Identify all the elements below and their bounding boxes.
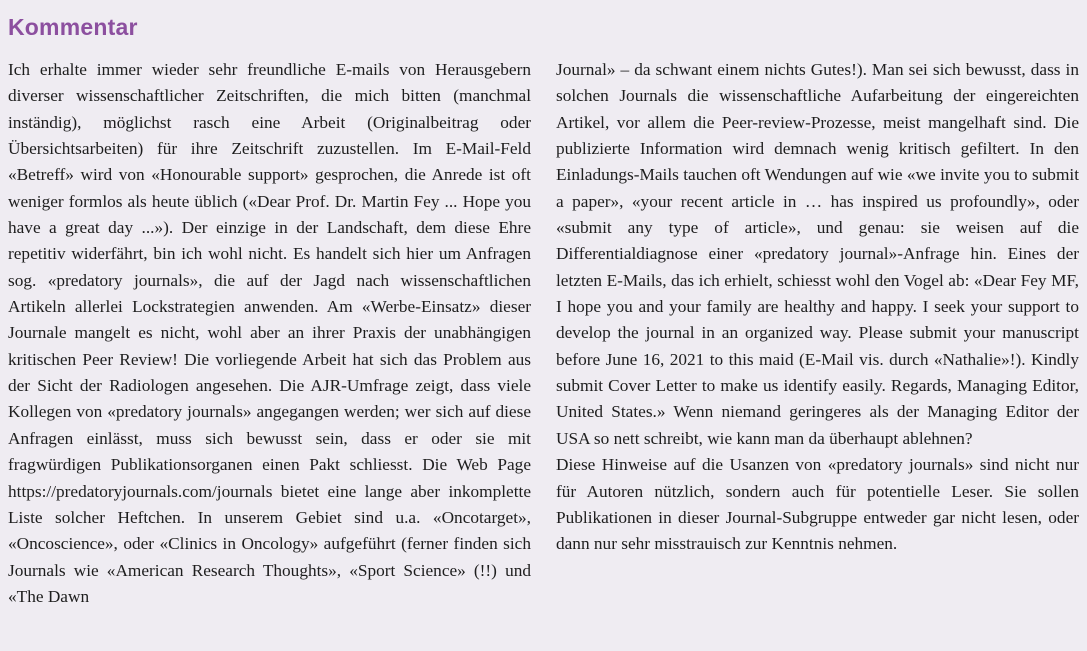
article-body: [8, 57, 1079, 610]
paragraph: Diese Hinweise auf die Usanzen von «predatory journals» sind nicht nur für Autoren nützlich, sondern auch für potentielle Leser. Sie sollen Publikationen in dieser Journal-Subgruppe entweder gar nicht lesen, oder dann nur sehr misstrauisch zur Kenntnis nehmen.: [556, 455, 1079, 554]
paragraph: Ich erhalte immer wieder sehr freundliche E-mails von Herausgebern diverser wissenschaftlicher Zeitschriften, die mich bitten (manchmal inständig), möglichst rasch eine Arbeit (Originalbeitrag oder Übersichtsarbeiten) für ihre Zeitschrift zuzustellen. Im E-Mail-Feld «Betreff» wird von «Honourable support» gesprochen, die Anrede ist oft weniger formlos als heute üblich («Dear Prof. Dr. Martin Fey ... Hope you have a great day ...»). Der einzige in der Landschaft, dem diese Ehre repetitiv widerfährt, bin ich wohl nicht. Es handelt sich hier um Anfragen sog. «predatory journals», die auf der Jagd nach wissenschaftlichen Artikeln allerlei Lockstrategien anwenden. Am «Werbe-Einsatz» dieser Journale mangelt es nicht, wohl aber an ihrer Praxis der unabhängigen kritischen Peer Review! Die vorliegende Arbeit hat sich das Problem aus der Sicht der Radiologen angesehen. Die AJR-Umfrage zeigt, dass viele Kollegen von «predatory journals» angegangen werden; wer sich auf diese Anfragen einlässt, muss sich bewusst sein, dass er oder sie mit fragwürdigen Publikationsorganen einen Pakt schliesst. Die Web Page https://predatoryjournals.com/journals bietet eine lange aber inkomplette Liste solcher Heftchen. In unserem Gebiet sind u.a. «Oncotarget», «Oncoscience», oder «Clinics in Oncology» aufgeführt (ferner finden sich Journals wie «American Research Thoughts», «Sport Science» (!!) und «The Dawn: [8, 60, 531, 606]
paragraph: Journal» – da schwant einem nichts Gutes!). Man sei sich bewusst, dass in solchen Journals die wissenschaftliche Aufarbeitung der eingereichten Artikel, vor allem die Peer-review-Prozesse, meist mangelhaft sind. Die publizierte Information wird demnach wenig kritisch gefiltert. In den Einladungs-Mails tauchen oft Wendungen auf wie «we invite you to submit a paper», «your recent article in … has inspired us profoundly», oder «submit any type of article», und genau: sie weisen auf die Differentialdiagnose einer «predatory journal»-Anfrage hin. Eines der letzten E-Mails, das ich erhielt, schiesst wohl den Vogel ab: «Dear Fey MF, I hope you and your family are healthy and happy. I seek your support to develop the journal in an organized way. Please submit your manuscript before June 16, 2021 to this maid (E-Mail vis. durch «Nathalie»!). Kindly submit Cover Letter to make us identify easily. Regards, Managing Editor, United States.» Wenn niemand geringeres als der Managing Editor der USA so nett schreibt, wie kann man da überhaupt ablehnen?: [556, 60, 1079, 448]
page-title: Kommentar: [8, 14, 138, 40]
article-column-right: [556, 57, 1079, 558]
article-column-left: [8, 57, 531, 610]
